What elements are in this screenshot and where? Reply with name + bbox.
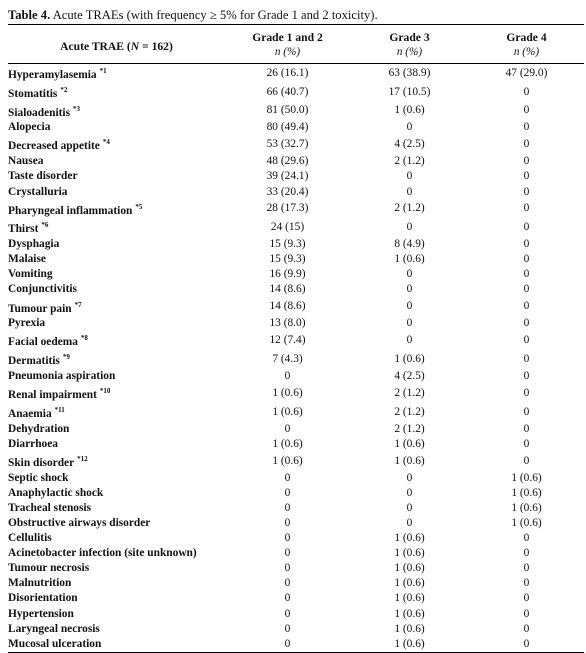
row-event-name (8, 403, 225, 422)
value-grade-1-2: 0 (284, 501, 291, 514)
value-grade-4: 0 (523, 268, 530, 281)
value-grade-1-2: 16 (9.9) (269, 268, 306, 281)
table-row (8, 422, 584, 437)
value-grade-4: 0 (523, 283, 530, 296)
value-grade-4: 1 (0.6) (511, 501, 542, 514)
value-grade-3: 0 (406, 185, 413, 198)
value-grade-4: 0 (523, 185, 530, 198)
value-grade-3: 0 (406, 471, 413, 484)
value-grade-1-2: 80 (49.4) (266, 121, 309, 134)
row-event-name (8, 622, 225, 637)
row-event-name (8, 267, 225, 282)
value-grade-1-2: 0 (284, 422, 291, 435)
event-name-text: Anaphylactic shock (8, 486, 104, 499)
document (8, 0, 584, 653)
row-event-name (8, 471, 225, 486)
value-grade-3: 2 (1.2) (394, 155, 425, 168)
value-grade-1-2: 33 (20.4) (266, 185, 309, 198)
table-row (8, 501, 584, 516)
value-grade-4: 0 (523, 300, 530, 313)
value-grade-4: 0 (523, 562, 530, 575)
event-name-text: Tracheal stenosis (8, 501, 91, 514)
footnote-marker: *12 (77, 454, 88, 463)
value-grade-1-2: 1 (0.6) (272, 437, 303, 450)
footnote-marker: *3 (73, 104, 81, 113)
value-grade-4: 0 (523, 353, 530, 366)
value-grade-3: 0 (406, 334, 413, 347)
footnote-marker: *7 (74, 300, 82, 309)
value-grade-1-2: 0 (284, 577, 291, 590)
value-grade-1-2: 24 (15) (270, 221, 305, 234)
value-grade-4: 0 (523, 334, 530, 347)
value-grade-4: 0 (523, 202, 530, 215)
value-grade-3: 0 (406, 517, 413, 530)
table-row (8, 622, 584, 637)
table-row (8, 384, 584, 403)
row-event-name (8, 437, 225, 452)
event-name-text: Nausea (8, 155, 44, 168)
value-grade-4: 0 (523, 370, 530, 383)
event-name-text: Dermatitis (8, 355, 60, 368)
header-grade-3: Grade 3 (350, 25, 469, 46)
row-event-name (8, 516, 225, 531)
row-event-name (8, 237, 225, 252)
value-grade-4: 0 (523, 387, 530, 399)
value-grade-4: 0 (469, 637, 584, 653)
value-grade-3: 0 (406, 283, 413, 296)
value-grade-1-2: 0 (284, 607, 291, 620)
value-grade-4: 0 (523, 85, 530, 98)
value-grade-3: 2 (1.2) (394, 405, 425, 418)
value-grade-3: 2 (1.2) (394, 387, 425, 399)
event-name-text: Diarrhoea (8, 437, 58, 450)
row-event-name (8, 83, 225, 102)
table-body (8, 64, 584, 653)
value-grade-3: 1 (0.6) (394, 532, 425, 545)
value-grade-3: 1 (0.6) (394, 353, 425, 366)
value-grade-1-2: 0 (284, 622, 291, 635)
event-name-text: Renal impairment (8, 388, 97, 401)
table-caption-text: Acute TRAEs (with frequency ≥ 5% for Grade 1 and 2 toxicity). (52, 8, 378, 22)
event-name-text: Pyrexia (8, 317, 46, 330)
event-name-text: Stomatitis (8, 87, 58, 100)
subheader-grade-3: n (%) (350, 45, 469, 64)
value-grade-1-2: 0 (284, 532, 291, 545)
row-event-name (8, 561, 225, 576)
value-grade-3: 0 (406, 486, 413, 499)
row-event-name (8, 369, 225, 384)
value-grade-3: 0 (406, 317, 413, 330)
value-grade-1-2: 15 (9.3) (269, 238, 306, 251)
value-grade-4: 0 (523, 121, 530, 134)
value-grade-3: 1 (0.6) (394, 454, 425, 467)
event-name-text: Tumour pain (8, 302, 72, 315)
value-grade-3: 0 (406, 221, 413, 234)
table-row (8, 331, 584, 350)
event-name-text: Sialoadenitis (8, 106, 71, 119)
event-name-text: Acinetobacter infection (site unknown) (8, 547, 197, 560)
row-event-name (8, 184, 225, 199)
row-event-name (8, 218, 225, 237)
event-name-text: Disorientation (8, 592, 78, 605)
value-grade-3: 1 (0.6) (350, 637, 469, 653)
value-grade-3: 1 (0.6) (394, 622, 425, 635)
value-grade-1-2: 0 (225, 637, 350, 653)
value-grade-1-2: 1 (0.6) (272, 405, 303, 418)
value-grade-4: 1 (0.6) (511, 486, 542, 499)
row-event-name (8, 331, 225, 350)
value-grade-4: 0 (523, 422, 530, 435)
value-grade-3: 0 (406, 300, 413, 313)
value-grade-1-2: 66 (40.7) (266, 85, 309, 98)
table-row (8, 252, 584, 267)
row-event-name (8, 298, 225, 317)
table-row (8, 486, 584, 501)
value-grade-1-2: 7 (4.3) (272, 353, 303, 366)
value-grade-1-2: 48 (29.6) (266, 155, 309, 168)
row-event-name (8, 486, 225, 501)
event-name-text: Anaemia (8, 407, 52, 420)
value-grade-4: 1 (0.6) (511, 517, 542, 530)
row-event-name (8, 422, 225, 437)
subheader-grade-1-2: n (%) (225, 45, 350, 64)
value-grade-4: 1 (0.6) (511, 471, 542, 484)
table-row (8, 316, 584, 331)
table-row (8, 369, 584, 384)
value-grade-1-2: 39 (24.1) (266, 170, 309, 183)
table-row (8, 184, 584, 199)
event-name-text: Pharyngeal inflammation (8, 204, 133, 217)
row-event-name (8, 200, 225, 219)
value-grade-3: 0 (406, 170, 413, 183)
table-row (8, 267, 584, 282)
value-grade-4: 0 (523, 221, 530, 234)
value-grade-4: 0 (523, 577, 530, 590)
value-grade-3: 2 (1.2) (394, 202, 425, 215)
value-grade-1-2: 26 (16.1) (266, 66, 309, 79)
table-row (8, 516, 584, 531)
event-name-text: Tumour necrosis (8, 562, 90, 575)
row-event-name (8, 591, 225, 606)
value-grade-4: 0 (523, 170, 530, 183)
table-row (8, 135, 584, 154)
event-name-text: Obstructive airways disorder (8, 517, 151, 530)
value-grade-1-2: 0 (284, 547, 291, 560)
footnote-marker: *11 (54, 405, 65, 414)
event-name-text: Pneumonia aspiration (8, 370, 116, 383)
value-grade-1-2: 0 (284, 486, 291, 499)
trae-table (8, 24, 584, 653)
row-event-name (8, 102, 225, 121)
row-event-name (8, 546, 225, 561)
value-grade-4: 0 (523, 437, 530, 450)
value-grade-3: 0 (406, 121, 413, 134)
value-grade-4: 0 (523, 238, 530, 251)
table-row (8, 471, 584, 486)
value-grade-3: 1 (0.6) (394, 577, 425, 590)
event-name-text: Crystalluria (8, 185, 68, 198)
table-row (8, 546, 584, 561)
value-grade-4: 0 (523, 405, 530, 418)
row-event-name (8, 154, 225, 169)
value-grade-4: 0 (523, 317, 530, 330)
value-grade-3: 63 (38.9) (388, 66, 431, 79)
table-row (8, 561, 584, 576)
footnote-marker: *9 (62, 353, 70, 362)
value-grade-4: 0 (523, 253, 530, 266)
row-event-name (8, 169, 225, 184)
row-event-name (8, 384, 225, 403)
row-event-name (8, 316, 225, 331)
value-grade-3: 1 (0.6) (394, 547, 425, 560)
value-grade-3: 0 (406, 268, 413, 281)
header-grade-1-2: Grade 1 and 2 (225, 25, 350, 46)
row-event-name (8, 252, 225, 267)
value-grade-3: 4 (2.5) (394, 370, 425, 383)
event-name-text: Malnutrition (8, 577, 72, 590)
footnote-marker: *4 (102, 138, 110, 147)
event-name-text: Malaise (8, 253, 46, 266)
value-grade-3: 1 (0.6) (394, 253, 425, 266)
table-row (8, 637, 584, 653)
table-row (8, 591, 584, 606)
event-name-text: Hypertension (8, 607, 74, 620)
event-name-text: Vomiting (8, 268, 53, 281)
value-grade-1-2: 1 (0.6) (272, 387, 303, 399)
value-grade-3: 1 (0.6) (394, 104, 425, 117)
value-grade-1-2: 0 (284, 517, 291, 530)
header-grade-4: Grade 4 (469, 25, 584, 46)
row-event-name (8, 135, 225, 154)
event-name-text: Hyperamylasemia (8, 68, 97, 81)
event-name-text: Skin disorder (8, 456, 75, 469)
value-grade-3: 1 (0.6) (394, 437, 425, 450)
value-grade-1-2: 81 (50.0) (266, 104, 309, 117)
table-row (8, 169, 584, 184)
table-row (8, 576, 584, 591)
value-grade-1-2: 15 (9.3) (269, 253, 306, 266)
value-grade-1-2: 0 (284, 562, 291, 575)
event-name-text: Mucosal ulceration (8, 637, 102, 650)
value-grade-4: 0 (523, 622, 530, 635)
value-grade-4: 0 (523, 547, 530, 560)
event-name-text: Septic shock (8, 471, 69, 484)
row-event-name (8, 452, 225, 471)
table-caption-label: Table 4. (8, 8, 51, 22)
value-grade-4: 47 (29.0) (505, 66, 548, 79)
value-grade-1-2: 14 (8.6) (269, 300, 306, 313)
value-grade-4: 0 (523, 104, 530, 117)
row-event-name (8, 350, 225, 369)
value-grade-1-2: 13 (8.0) (269, 317, 306, 330)
row-event-name (8, 637, 225, 653)
value-grade-1-2: 14 (8.6) (269, 283, 306, 296)
subheader-grade-4: n (%) (469, 45, 584, 64)
table-row (8, 403, 584, 422)
row-event-name (8, 576, 225, 591)
table-row (8, 218, 584, 237)
value-grade-3: 0 (406, 501, 413, 514)
value-grade-3: 1 (0.6) (394, 562, 425, 575)
table-row (8, 102, 584, 121)
value-grade-3: 2 (1.2) (394, 422, 425, 435)
value-grade-4: 0 (523, 155, 530, 168)
value-grade-3: 1 (0.6) (394, 592, 425, 605)
table-row (8, 282, 584, 297)
row-event-name (8, 282, 225, 297)
value-grade-4: 0 (523, 607, 530, 620)
table-row (8, 531, 584, 546)
value-grade-4: 0 (523, 592, 530, 605)
row-event-name (8, 501, 225, 516)
event-name-text: Dehydration (8, 422, 70, 435)
value-grade-3: 4 (2.5) (394, 138, 425, 151)
value-grade-1-2: 1 (0.6) (272, 454, 303, 467)
footnote-marker: *2 (60, 85, 68, 94)
footnote-marker: *6 (41, 221, 49, 230)
table-header (8, 25, 584, 64)
value-grade-3: 17 (10.5) (388, 85, 431, 98)
row-event-name (8, 120, 225, 135)
table-row (8, 437, 584, 452)
table-row (8, 83, 584, 102)
table-row (8, 64, 584, 83)
value-grade-1-2: 28 (17.3) (266, 202, 309, 215)
table-row (8, 154, 584, 169)
event-name-text: Dysphagia (8, 238, 60, 251)
table-row (8, 120, 584, 135)
header-acute-trae: Acute TRAE (N = 162) (8, 25, 225, 64)
event-name-text: Facial oedema (8, 336, 78, 349)
value-grade-3: 1 (0.6) (394, 607, 425, 620)
event-name-text: Taste disorder (8, 170, 78, 183)
value-grade-4: 0 (523, 532, 530, 545)
footnote-marker: *10 (99, 387, 111, 396)
value-grade-1-2: 53 (32.7) (266, 138, 309, 151)
table-row (8, 350, 584, 369)
table-row (8, 452, 584, 471)
event-name-text: Alopecia (8, 121, 51, 134)
footnote-marker: *1 (99, 67, 107, 75)
event-name-text: Cellulitis (8, 532, 52, 545)
value-grade-1-2: 12 (7.4) (269, 334, 306, 347)
footnote-marker: *8 (80, 334, 88, 343)
event-name-text: Conjunctivitis (8, 283, 77, 296)
event-name-text: Decreased appetite (8, 140, 100, 153)
table-row (8, 298, 584, 317)
table-row (8, 200, 584, 219)
value-grade-4: 0 (523, 454, 530, 467)
value-grade-4: 0 (523, 138, 530, 151)
footnote-marker: *5 (135, 202, 143, 211)
event-name-text: Thirst (8, 223, 39, 236)
table-caption (8, 0, 584, 24)
row-event-name (8, 64, 225, 83)
value-grade-3: 8 (4.9) (394, 238, 425, 251)
table-row (8, 237, 584, 252)
event-name-text: Laryngeal necrosis (8, 622, 100, 635)
value-grade-1-2: 0 (284, 370, 291, 383)
value-grade-1-2: 0 (284, 471, 291, 484)
value-grade-1-2: 0 (284, 592, 291, 605)
row-event-name (8, 531, 225, 546)
